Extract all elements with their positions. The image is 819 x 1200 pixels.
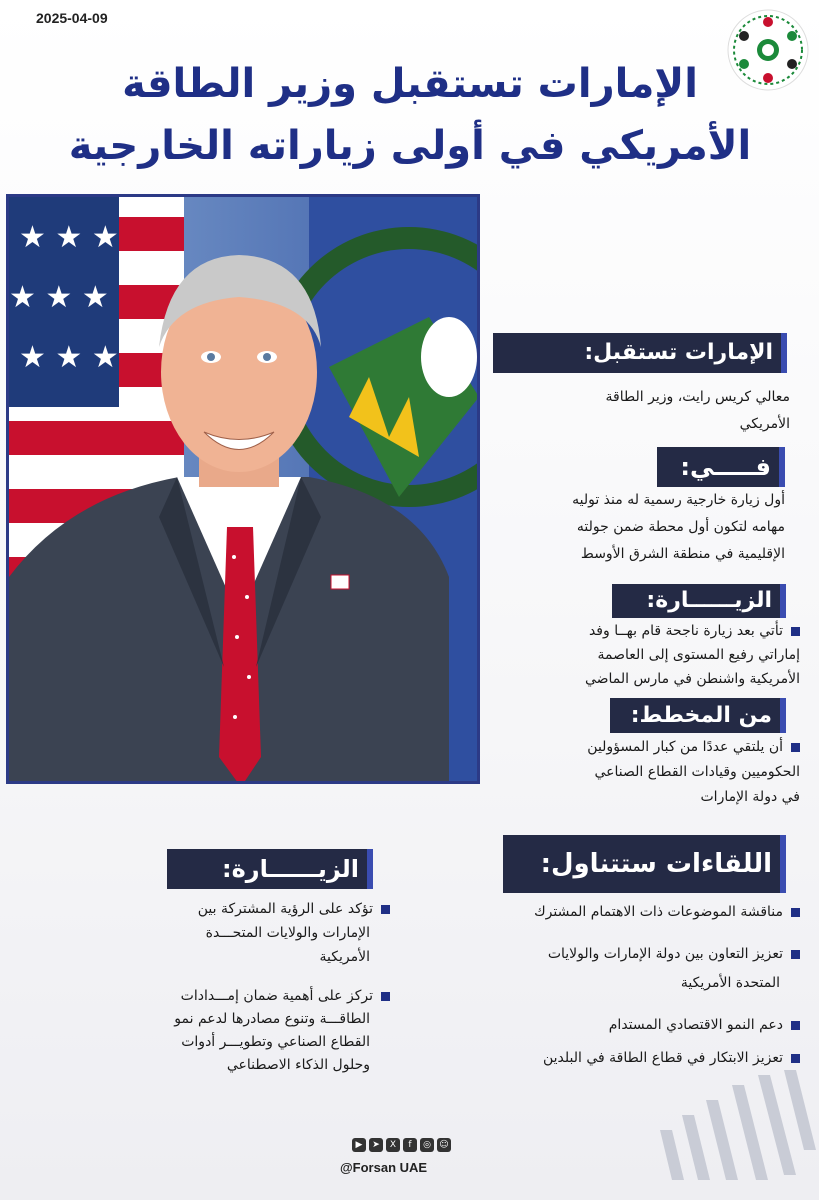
- title-line-1: الإمارات تستقبل وزير الطاقة: [122, 61, 698, 107]
- visit-text: [490, 619, 800, 691]
- snapchat-icon[interactable]: ☺: [437, 1138, 451, 1152]
- meetings-item-text: دعم النمو الاقتصادي المستدام: [608, 1017, 783, 1033]
- visit-line: [490, 619, 800, 643]
- plan-header: [610, 698, 786, 733]
- social-icons: [352, 1138, 451, 1152]
- visit2-item-text: الأمريكية: [319, 949, 370, 965]
- x-icon[interactable]: X: [386, 1138, 400, 1152]
- visit2-item-text: وحلول الذكاء الاصطناعي: [226, 1057, 370, 1073]
- receives-header-text: الإمارات تستقبل:: [584, 340, 773, 365]
- bullet-icon: [791, 908, 800, 917]
- svg-text:★ ★ ★: ★ ★ ★: [9, 280, 109, 315]
- visit2-item-text: الطاقـــة وتنوع مصادرها لدعم نمو: [174, 1011, 370, 1027]
- portrait-photo: [6, 194, 480, 784]
- receives-header: [493, 333, 787, 373]
- meetings-item-text: مناقشة الموضوعات ذات الاهتمام المشترك: [534, 904, 783, 920]
- handle-label: @Forsan UAE: [340, 1160, 428, 1175]
- meetings-item: [460, 1046, 800, 1071]
- bullet-icon: [791, 743, 800, 752]
- receives-line: معالي كريس رايت، وزير الطاقة: [605, 389, 790, 405]
- plan-line: الحكوميين وقيادات القطاع الصناعي: [594, 764, 800, 780]
- in-header: [657, 447, 785, 487]
- in-line: مهامه لتكون أول محطة ضمن جولته: [576, 519, 785, 535]
- title-line-2: الأمريكي في أولى زياراته الخارجية: [68, 123, 752, 169]
- visit2-item-text: القطاع الصناعي وتطويـــر أدوات: [181, 1034, 370, 1050]
- meetings-header: [503, 835, 786, 893]
- svg-text:★ ★ ★: ★ ★ ★: [19, 340, 119, 375]
- plan-line: [490, 735, 800, 760]
- visit-header-text: الزيــــــارة:: [646, 588, 772, 613]
- visit2-header: [167, 849, 373, 889]
- meetings-header-text: اللقاءات ستتناول:: [540, 849, 772, 879]
- youtube-icon[interactable]: ▶: [352, 1138, 366, 1152]
- bullet-icon: [791, 1054, 800, 1063]
- instagram-icon[interactable]: ◎: [420, 1138, 434, 1152]
- facebook-icon[interactable]: f: [403, 1138, 417, 1152]
- meetings-item: [460, 940, 800, 998]
- visit2-item-text: تركز على أهمية ضمان إمـــدادات: [180, 988, 373, 1004]
- telegram-icon[interactable]: ➤: [369, 1138, 383, 1152]
- in-text: [490, 487, 785, 568]
- svg-text:★ ★ ★: ★ ★ ★: [19, 220, 119, 255]
- decorative-stripes: [650, 1070, 819, 1180]
- bullet-icon: [791, 627, 800, 636]
- bullet-icon: [791, 950, 800, 959]
- in-header-text: فـــــي:: [680, 453, 771, 481]
- meetings-item-text: المتحدة الأمريكية: [680, 975, 780, 991]
- in-line: أول زيارة خارجية رسمية له منذ توليه: [572, 492, 785, 508]
- visit2-item: [110, 897, 390, 969]
- in-line: الإقليمية في منطقة الشرق الأوسط: [580, 546, 785, 562]
- meetings-item: [460, 1013, 800, 1038]
- visit2-header-text: الزيــــــارة:: [222, 855, 359, 883]
- visit-header: [612, 584, 786, 618]
- meetings-item-text: تعزيز الابتكار في قطاع الطاقة في البلدين: [543, 1050, 783, 1066]
- plan-line: في دولة الإمارات: [700, 789, 800, 805]
- visit2-item-text: الإمارات والولايات المتحـــدة: [205, 925, 370, 941]
- receives-text: [500, 384, 790, 438]
- bullet-icon: [381, 905, 390, 914]
- plan-line-text: أن يلتقي عددًا من كبار المسؤولين: [587, 739, 783, 755]
- date-label: 2025-04-09: [36, 10, 108, 26]
- meetings-item: [460, 900, 800, 925]
- visit2-item-text: تؤكد على الرؤية المشتركة بين: [197, 901, 373, 917]
- bullet-icon: [791, 1021, 800, 1030]
- visit-line: إماراتي رفيع المستوى إلى العاصمة: [597, 647, 800, 663]
- plan-text: [490, 735, 800, 810]
- visit-line-text: تأتي بعد زيارة ناجحة قام بهــا وفد: [588, 623, 783, 639]
- receives-line: الأمريكي: [739, 416, 790, 432]
- visit2-item: [100, 985, 390, 1077]
- visit-line: الأمريكية واشنطن في مارس الماضي: [584, 671, 800, 687]
- meetings-item-text: تعزيز التعاون بين دولة الإمارات والولايات: [547, 946, 783, 962]
- bullet-icon: [381, 992, 390, 1001]
- plan-header-text: من المخطط:: [630, 703, 772, 728]
